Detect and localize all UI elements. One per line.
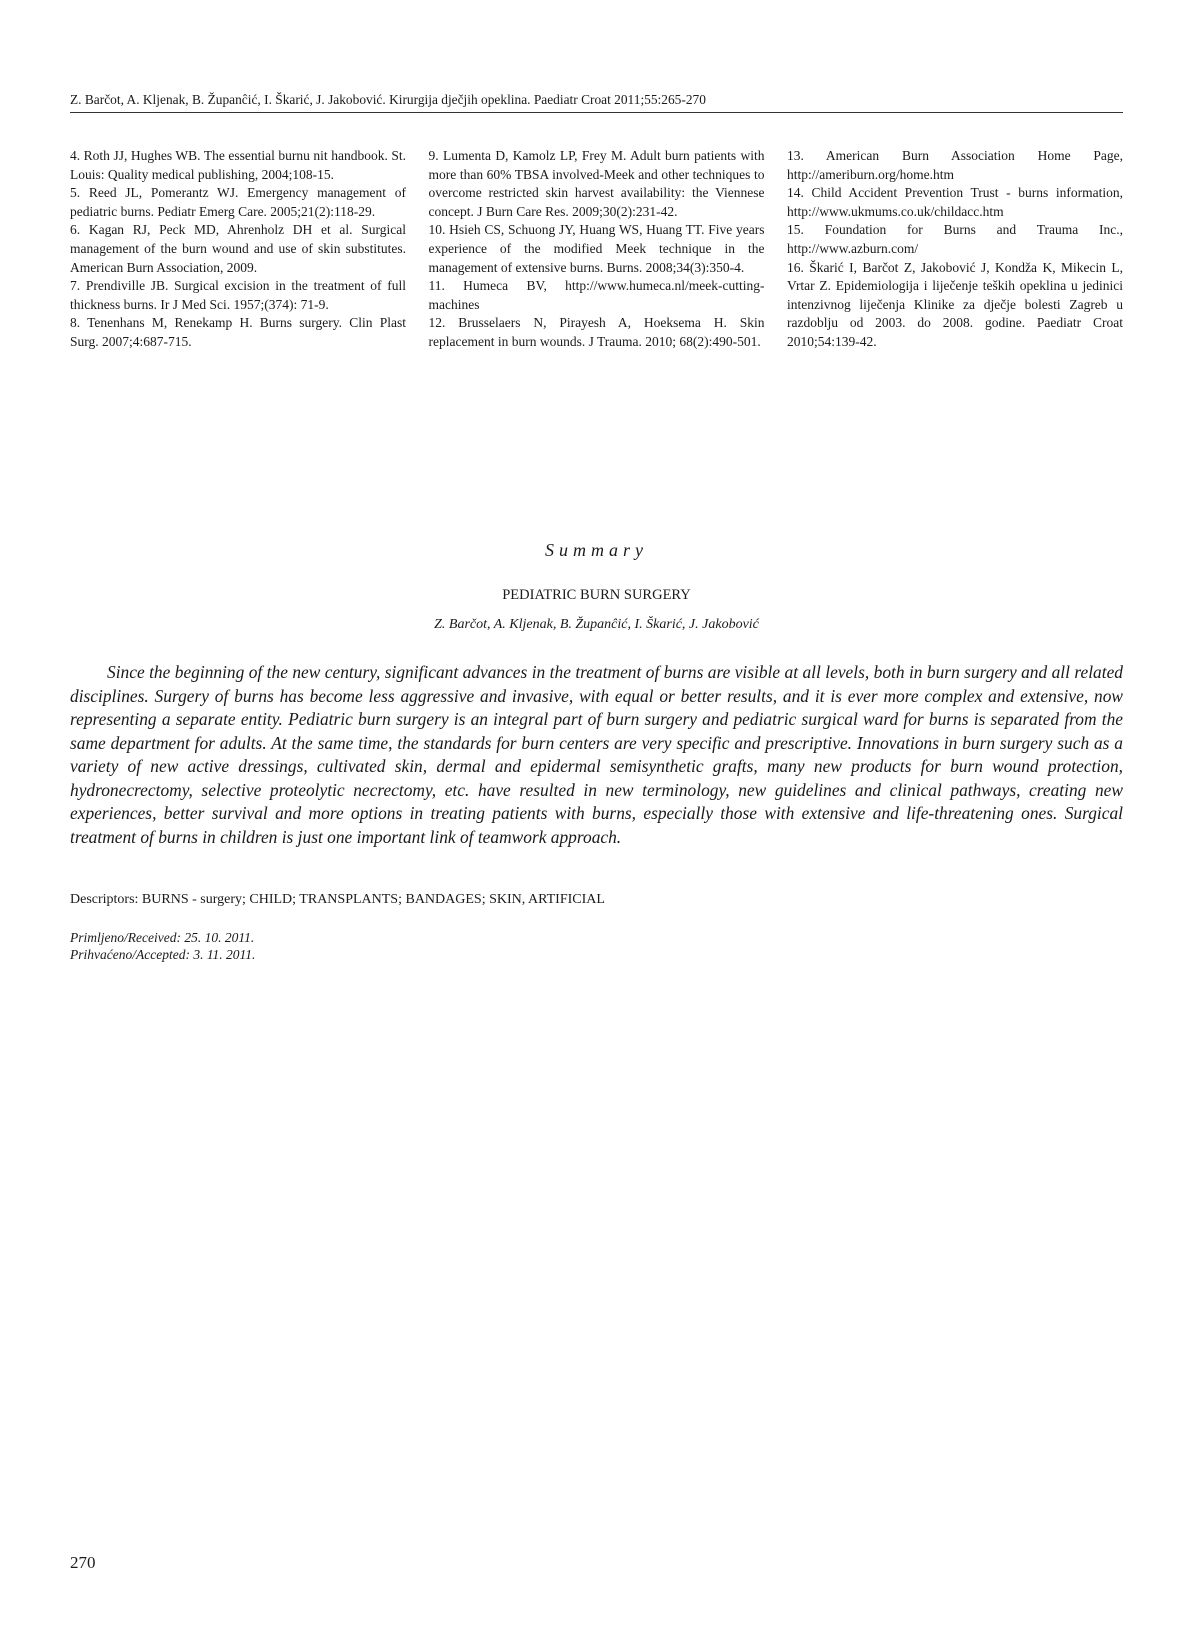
reference-item: 15. Foundation for Burns and Trauma Inc., http://www.azburn.com/ xyxy=(787,222,1123,256)
reference-item: 7. Prendiville JB. Surgical excision in the treatment of full thickness burns. Ir J Med Sci. 1957;(374): 71-9. xyxy=(70,278,406,312)
reference-item: 12. Brusselaers N, Pirayesh A, Hoeksema H. Skin replacement in burn wounds. J Trauma. 2010; 68(2):490-501. xyxy=(428,315,765,349)
reference-item: 13. American Burn Association Home Page, http://ameriburn.org/home.htm xyxy=(787,148,1123,182)
descriptors: Descriptors: BURNS - surgery; CHILD; TRANSPLANTS; BANDAGES; SKIN, ARTIFICIAL xyxy=(70,892,605,907)
summary-title: PEDIATRIC BURN SURGERY xyxy=(502,587,691,603)
reference-item: 6. Kagan RJ, Peck MD, Ahrenholz DH et al. Surgical management of the burn wound and use of skin substitutes. American Burn Association, 2009. xyxy=(70,222,406,275)
reference-item: 8. Tenenhans M, Renekamp H. Burns surgery. Clin Plast Surg. 2007;4:687-715. xyxy=(70,315,406,349)
reference-item: 9. Lumenta D, Kamolz LP, Frey M. Adult burn patients with more than 60% TBSA involved-Meek and other techniques to overcome restricted skin harvest availability: the Viennese concept. J Burn Care Res. 2009;30(2):231-42. xyxy=(428,148,765,219)
running-header: Z. Barčot, A. Kljenak, B. Županĉić, I. Škarić, J. Jakobović. Kirurgija dječjih opeklina. Paediatr Croat 2011;55:265-270 xyxy=(70,90,1123,113)
submission-dates xyxy=(70,929,255,963)
reference-column-2 xyxy=(429,147,765,352)
page-number: 270 xyxy=(70,1553,96,1572)
reference-item: 14. Child Accident Prevention Trust - burns information, http://www.ukmums.co.uk/childacc.htm xyxy=(787,185,1123,219)
reference-item: 11. Humeca BV, http://www.humeca.nl/meek-cutting-machines xyxy=(428,278,765,312)
accepted-date: Prihvaćeno/Accepted: 3. 11. 2011. xyxy=(70,947,256,962)
summary-heading: Summary xyxy=(545,540,648,560)
received-date: Primljeno/Received: 25. 10. 2011. xyxy=(70,930,255,945)
reference-list xyxy=(70,147,1123,352)
abstract-paragraph: Since the beginning of the new century, significant advances in the treatment of burns are visible at all levels, both in burn surgery and all related disciplines. Surgery of burns has become less aggressive and invasive, with equal or better results, and it is ever more complex and extensive, now representing a separate entity. Pediatric burn surgery is an integral part of burn surgery and pediatric surgical ward for burns is separated from the same department for adults. At the same time, the standards for burn centers are very specific and prescriptive. Innovations in burn surgery such as a variety of new active dressings, cultivated skin, dermal and epidermal semisynthetic grafts, many new products for burn wound protection, hydronecrectomy, selective proteolytic necrectomy, etc. have resulted in new terminology, new guidelines and clinical pathways, creating new experiences, better survival and more options in treating patients with burns, especially those with extensive and life-threatening ones. Surgical treatment of burns in children is just one important link of teamwork approach. xyxy=(70,662,1123,847)
reference-item: 5. Reed JL, Pomerantz WJ. Emergency management of pediatric burns. Pediatr Emerg Care. 2005;21(2):118-29. xyxy=(70,185,406,219)
summary-authors: Z. Barčot, A. Kljenak, B. Županĉić, I. Škarić, J. Jakobović xyxy=(434,617,759,632)
reference-item: 4. Roth JJ, Hughes WB. The essential burnu nit handbook. St. Louis: Quality medical publishing, 2004;108-15. xyxy=(70,148,406,182)
reference-item: 10. Hsieh CS, Schuong JY, Huang WS, Huang TT. Five years experience of the modified Meek technique in the management of extensive burns. Burns. 2008;34(3):350-4. xyxy=(428,222,765,275)
reference-item: 16. Škarić I, Barčot Z, Jakobović J, Kondža K, Mikecin L, Vrtar Z. Epidemiologija i liječenje teških opeklina u jedinici intenzivnog liječenja Klinike za dječje bolesti Zagreb u razdoblju od 2003. do 2008. godine. Paediatr Croat 2010;54:139-42. xyxy=(787,259,1123,349)
reference-column-1 xyxy=(70,147,406,352)
reference-column-3 xyxy=(787,147,1123,352)
